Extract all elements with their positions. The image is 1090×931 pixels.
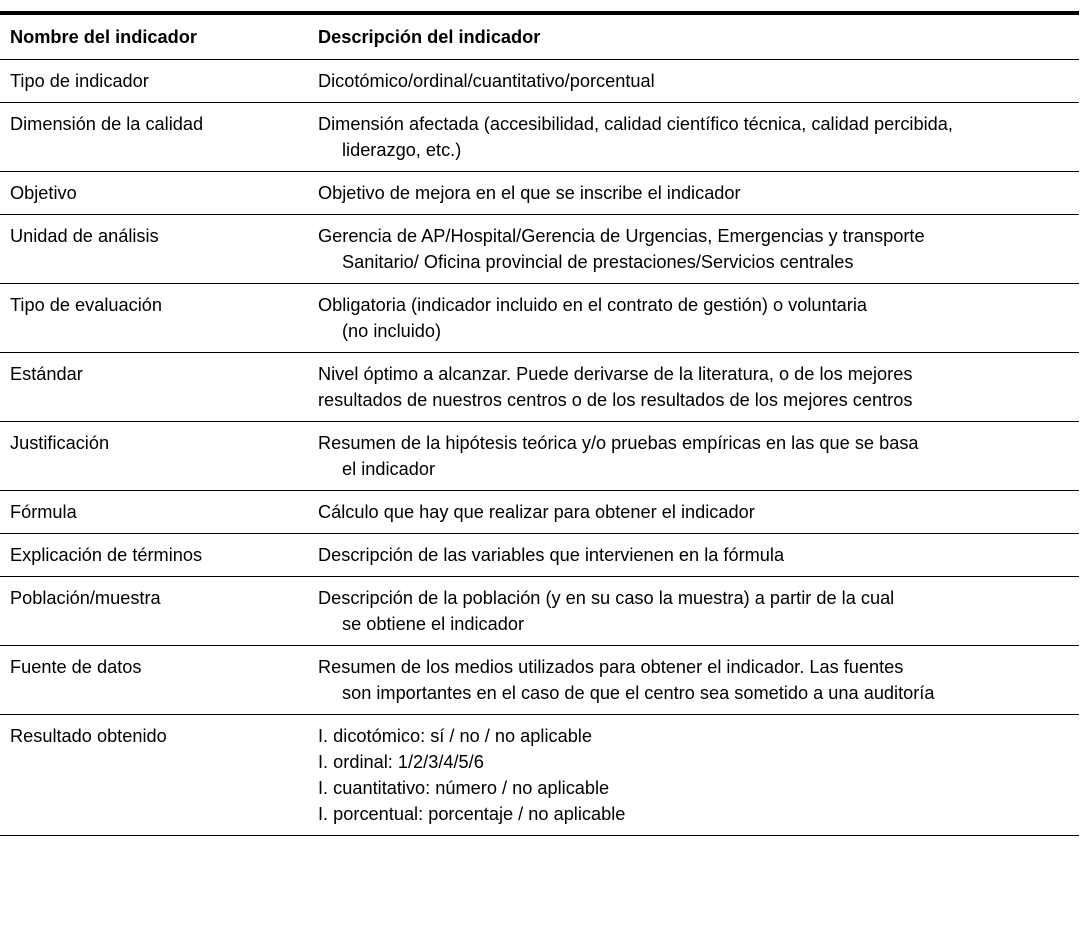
table-row	[0, 284, 1079, 353]
indicator-description	[308, 577, 1079, 646]
table-header	[0, 13, 1079, 60]
description-line: liderazgo, etc.)	[342, 140, 462, 160]
indicator-description	[308, 103, 1079, 172]
description-line: Descripción de las variables que intervienen en la fórmula	[318, 545, 785, 565]
indicator-description	[308, 534, 1079, 577]
indicator-name: Población/muestra	[10, 588, 161, 608]
table-row	[0, 646, 1079, 715]
indicator-description	[308, 353, 1079, 422]
indicator-name: Estándar	[10, 364, 83, 384]
indicator-name: Dimensión de la calidad	[10, 114, 204, 134]
table-row	[0, 103, 1079, 172]
description-line: Resumen de la hipótesis teórica y/o pruebas empíricas en las que se basa	[318, 433, 919, 453]
description-line: Dimensión afectada (accesibilidad, calidad científico técnica, calidad percibida,	[318, 114, 953, 134]
table-row	[0, 353, 1079, 422]
description-line: I. cuantitativo: número / no aplicable	[318, 778, 610, 798]
indicator-description	[308, 491, 1079, 534]
indicator-description	[308, 646, 1079, 715]
indicator-name: Fuente de datos	[10, 657, 142, 677]
table-row	[0, 172, 1079, 215]
indicator-description	[308, 60, 1079, 103]
description-line: son importantes en el caso de que el centro sea sometido a una auditoría	[342, 683, 935, 703]
description-line: Cálculo que hay que realizar para obtener el indicador	[318, 502, 755, 522]
table-body	[0, 60, 1079, 836]
indicator-name: Fórmula	[10, 502, 77, 522]
indicator-name: Justificación	[10, 433, 110, 453]
indicator-description	[308, 172, 1079, 215]
description-line: (no incluido)	[342, 321, 442, 341]
description-line: I. porcentual: porcentaje / no aplicable	[318, 804, 626, 824]
indicator-description	[308, 215, 1079, 284]
indicator-description	[308, 715, 1079, 836]
description-line: Resumen de los medios utilizados para obtener el indicador. Las fuentes	[318, 657, 904, 677]
header-row	[0, 13, 1079, 60]
description-line: Nivel óptimo a alcanzar. Puede derivarse de la literatura, o de los mejores	[318, 364, 913, 384]
description-line: I. ordinal: 1/2/3/4/5/6	[318, 752, 484, 772]
table-row	[0, 60, 1079, 103]
indicator-name: Resultado obtenido	[10, 726, 167, 746]
indicator-name: Explicación de términos	[10, 545, 203, 565]
description-line: Dicotómico/ordinal/cuantitativo/porcentual	[318, 71, 655, 91]
indicator-name: Tipo de evaluación	[10, 295, 163, 315]
indicator-name: Unidad de análisis	[10, 226, 159, 246]
indicator-table	[0, 11, 1079, 836]
table-row	[0, 491, 1079, 534]
header-name: Nombre del indicador	[10, 27, 197, 47]
description-line: I. dicotómico: sí / no / no aplicable	[318, 726, 592, 746]
description-line: Descripción de la población (y en su caso la muestra) a partir de la cual	[318, 588, 895, 608]
table-row	[0, 534, 1079, 577]
description-line: Obligatoria (indicador incluido en el contrato de gestión) o voluntaria	[318, 295, 867, 315]
description-line: Gerencia de AP/Hospital/Gerencia de Urgencias, Emergencias y transporte	[318, 226, 925, 246]
indicator-name: Objetivo	[10, 183, 77, 203]
description-line: resultados de nuestros centros o de los resultados de los mejores centros	[318, 390, 913, 410]
description-line: Objetivo de mejora en el que se inscribe el indicador	[318, 183, 741, 203]
indicator-description	[308, 284, 1079, 353]
table-row	[0, 422, 1079, 491]
header-description: Descripción del indicador	[318, 27, 541, 47]
table-row	[0, 577, 1079, 646]
table-row	[0, 715, 1079, 836]
description-line: Sanitario/ Oficina provincial de prestaciones/Servicios centrales	[342, 252, 854, 272]
indicator-description	[308, 422, 1079, 491]
description-line: el indicador	[342, 459, 436, 479]
table-row	[0, 215, 1079, 284]
description-line: se obtiene el indicador	[342, 614, 524, 634]
indicator-name: Tipo de indicador	[10, 71, 149, 91]
